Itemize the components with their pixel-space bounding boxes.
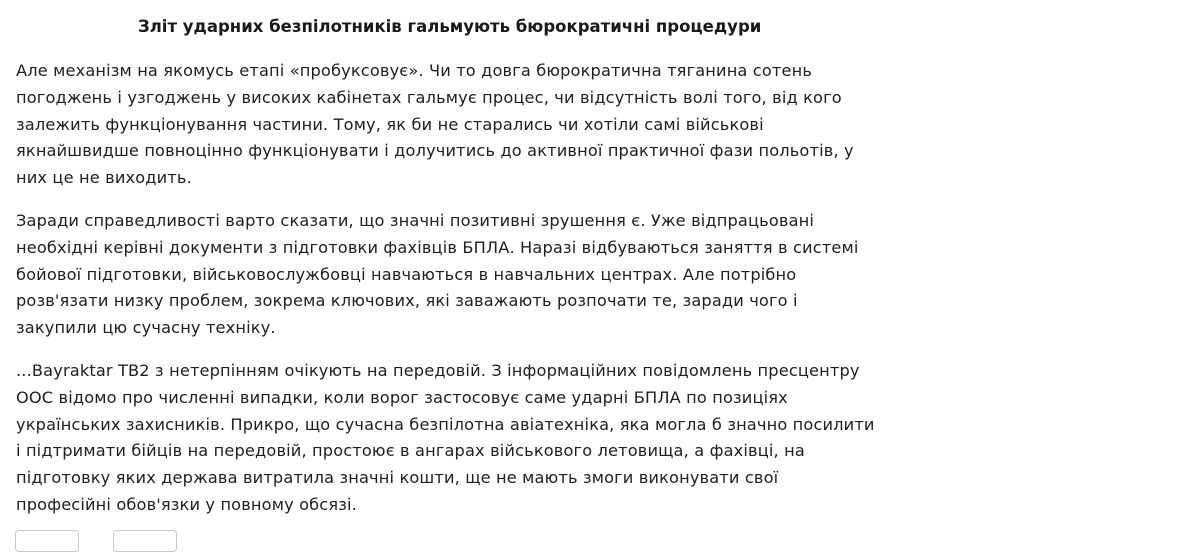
- article-headline: Зліт ударних безпілотників гальмують бюрократичні процедури: [138, 17, 762, 36]
- share-button-partial-2[interactable]: [113, 530, 177, 552]
- article-paragraph-3: ...Bayraktar TB2 з нетерпінням очікують на передовій. З інформаційних повідомлень пресцентру ООС відомо про численні випадки, коли ворог застосовує саме ударні БПЛА по позиціях українських захисників. Прикро, що сучасна безпілотна авіатехніка, яка могла б значно посилити і підтримати бійців на передовій, простоює в ангарах військового летовища, а фахівці, на підготовку яких держава витратила значні кошти, ще не мають змоги виконувати свої професійні обов'язки у повному обсязі.: [16, 360, 875, 514]
- article-paragraph-1: Але механізм на якомусь етапі «пробуксовує». Чи то довга бюрократична тяганина сотень погоджень і узгоджень у високих кабінетах гальмує процес, чи відсутність волі того, від кого залежить функціонування частини. Тому, як би не старались чи хотіли самі військові якнайшвидше повноцінно функціонувати і долучитись до активної практичної фази польотів, у них це не виходить.: [16, 61, 854, 188]
- article: [16, 0, 876, 519]
- share-button-partial[interactable]: [15, 530, 79, 552]
- article-paragraph-2: Заради справедливості варто сказати, що значні позитивні зрушення є. Уже відпрацьовані необхідні керівні документи з підготовки фахівців БПЛА. Наразі відбуваються заняття в системі бойової підготовки, військовослужбовці навчаються в навчальних центрах. Але потрібно розв'язати низку проблем, зокрема ключових, які заважають розпочати те, заради чого і закупили цю сучасну техніку.: [16, 210, 859, 338]
